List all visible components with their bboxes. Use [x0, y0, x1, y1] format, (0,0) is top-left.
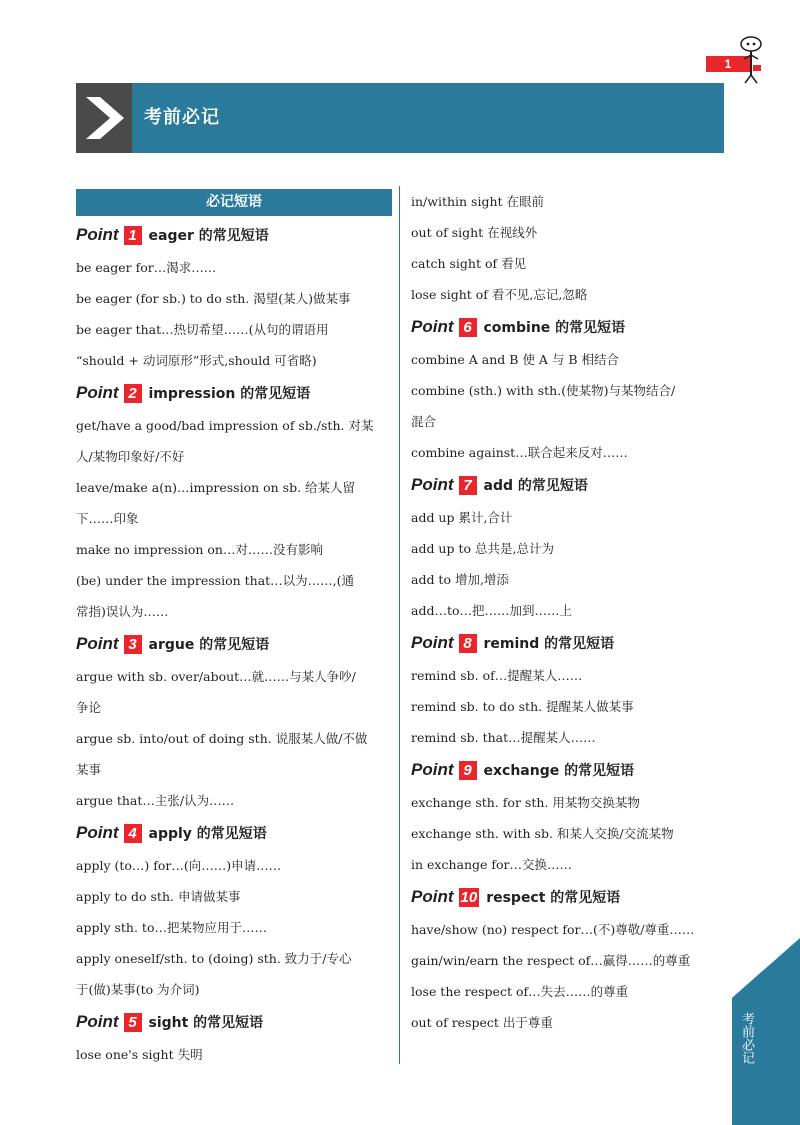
point-heading: [76, 378, 392, 408]
phrase-line: in/within sight 在眼前: [411, 194, 545, 209]
point-block: [411, 755, 729, 880]
point-title: remind 的常见短语: [483, 636, 615, 652]
phrase-line: remind sb. to do sth. 提醒某人做某事: [411, 699, 634, 714]
point-heading: [411, 882, 729, 912]
point-number-badge: 7: [459, 476, 477, 495]
point-title: exchange 的常见短语: [483, 763, 635, 779]
point-label: Point: [411, 760, 454, 779]
phrase-line: be eager (for sb.) to do sth. 渴望(某人)做某事: [76, 291, 351, 306]
phrase-line: remind sb. of…提醒某人……: [411, 668, 583, 683]
point-label: Point: [411, 887, 454, 906]
point-number-badge: 1: [124, 226, 142, 245]
phrase-line: (be) under the impression that…以为……,(通: [76, 573, 355, 588]
header-chevron-box: [76, 83, 132, 153]
point-heading: [76, 629, 392, 659]
phrase-line: get/have a good/bad impression of sb./sth. 对某: [76, 418, 374, 433]
phrase-line: have/show (no) respect for…(不)尊敬/尊重……: [411, 922, 695, 937]
point-title: apply 的常见短语: [148, 826, 267, 842]
page-number: 1: [706, 56, 750, 72]
point-label: Point: [411, 317, 454, 336]
phrase-line: 下……印象: [76, 511, 139, 526]
phrase-line: add to 增加,增添: [411, 572, 509, 587]
point-label: Point: [76, 634, 119, 653]
phrase-line: catch sight of 看见: [411, 256, 527, 271]
point-block: [411, 628, 729, 753]
point-block: [411, 312, 729, 468]
point-heading: [411, 755, 729, 785]
point-block: [76, 629, 392, 816]
phrase-line: “should + 动词原形”形式,should 可省略): [76, 353, 317, 368]
point-label: Point: [76, 1012, 119, 1031]
point-number-badge: 5: [124, 1013, 142, 1032]
point-heading: [411, 470, 729, 500]
phrase-line: be eager that…热切希望……(从句的谓语用: [76, 322, 329, 337]
phrase-line: out of sight 在视线外: [411, 225, 538, 240]
point-number-badge: 9: [459, 761, 477, 780]
header-title: 考前必记: [144, 107, 220, 128]
point-label: Point: [411, 475, 454, 494]
point-label: Point: [411, 633, 454, 652]
mascot-icon: [738, 35, 764, 85]
point-heading: [411, 628, 729, 658]
point-number-badge: 6: [459, 318, 477, 337]
chevron-right-icon: [82, 95, 126, 141]
point-title: respect 的常见短语: [486, 890, 621, 906]
phrase-line: lose one's sight 失明: [76, 1047, 203, 1062]
phrase-line: add…to…把……加到……上: [411, 603, 573, 618]
phrase-line: apply oneself/sth. to (doing) sth. 致力于/专心: [76, 951, 352, 966]
point-heading: [411, 312, 729, 342]
phrase-line: apply (to…) for…(向……)申请……: [76, 858, 282, 873]
column-divider: [399, 186, 400, 1064]
phrase-line: add up 累计,合计: [411, 510, 513, 525]
left-points: [76, 220, 392, 1070]
phrase-line: 争论: [76, 700, 102, 715]
right-points: [411, 312, 729, 1038]
point-title: eager 的常见短语: [148, 228, 269, 244]
phrase-line: combine (sth.) with sth.(使某物)与某物结合/: [411, 383, 676, 398]
phrase-line: combine against…联合起来反对……: [411, 445, 628, 460]
phrase-line: gain/win/earn the respect of…赢得……的尊重: [411, 953, 691, 968]
point-label: Point: [76, 225, 119, 244]
left-column: [76, 186, 392, 1070]
point-title: add 的常见短语: [483, 478, 588, 494]
point-block: [411, 882, 729, 1038]
phrase-line: 某事: [76, 762, 102, 777]
phrase-line: be eager for…渴求……: [76, 260, 217, 275]
point-block: [76, 378, 392, 627]
phrase-line: argue that…主张/认为……: [76, 793, 235, 808]
phrase-line: 人/某物印象好/不好: [76, 449, 185, 464]
phrase-line: make no impression on…对……没有影响: [76, 542, 323, 557]
phrase-line: lose the respect of…失去……的尊重: [411, 984, 629, 999]
phrase-line: remind sb. that…提醒某人……: [411, 730, 596, 745]
point-number-badge: 8: [459, 634, 477, 653]
point-number-badge: 2: [124, 384, 142, 403]
right-column: [411, 186, 729, 1038]
point-label: Point: [76, 383, 119, 402]
point-title: impression 的常见短语: [148, 386, 311, 402]
phrase-line: exchange sth. for sth. 用某物交换某物: [411, 795, 640, 810]
phrase-line: 常指)误认为……: [76, 604, 169, 619]
phrase-line: 于(做)某事(to 为介词): [76, 982, 200, 997]
point-title: combine 的常见短语: [483, 320, 626, 336]
section-title: 必记短语: [76, 189, 392, 216]
phrase-line: argue sb. into/out of doing sth. 说服某人做/不做: [76, 731, 368, 746]
phrase-line: exchange sth. with sb. 和某人交换/交流某物: [411, 826, 674, 841]
phrase-line: combine A and B 使 A 与 B 相结合: [411, 352, 620, 367]
point-block: [76, 1007, 392, 1070]
phrase-line: argue with sb. over/about…就……与某人争吵/: [76, 669, 356, 684]
phrase-line: apply to do sth. 申请做某事: [76, 889, 241, 904]
point-number-badge: 3: [124, 635, 142, 654]
point-block: [411, 470, 729, 626]
phrase-line: lose sight of 看不见,忘记,忽略: [411, 287, 588, 302]
point-heading: [76, 220, 392, 250]
header-bar: [76, 83, 724, 153]
point-heading: [76, 818, 392, 848]
right-intro-lines: [411, 186, 729, 310]
phrase-line: 混合: [411, 414, 437, 429]
point-heading: [76, 1007, 392, 1037]
point-number-badge: 10: [460, 888, 478, 906]
phrase-line: in exchange for…交换……: [411, 857, 573, 872]
phrase-line: add up to 总共是,总计为: [411, 541, 554, 556]
point-title: sight 的常见短语: [148, 1015, 264, 1031]
phrase-line: leave/make a(n)…impression on sb. 给某人留: [76, 480, 356, 495]
side-tab-label: 考前必记: [739, 1012, 754, 1064]
point-block: [76, 220, 392, 376]
point-title: argue 的常见短语: [148, 637, 270, 653]
point-number-badge: 4: [124, 824, 142, 843]
point-label: Point: [76, 823, 119, 842]
phrase-line: out of respect 出于尊重: [411, 1015, 553, 1030]
point-block: [76, 818, 392, 1005]
phrase-line: apply sth. to…把某物应用于……: [76, 920, 267, 935]
